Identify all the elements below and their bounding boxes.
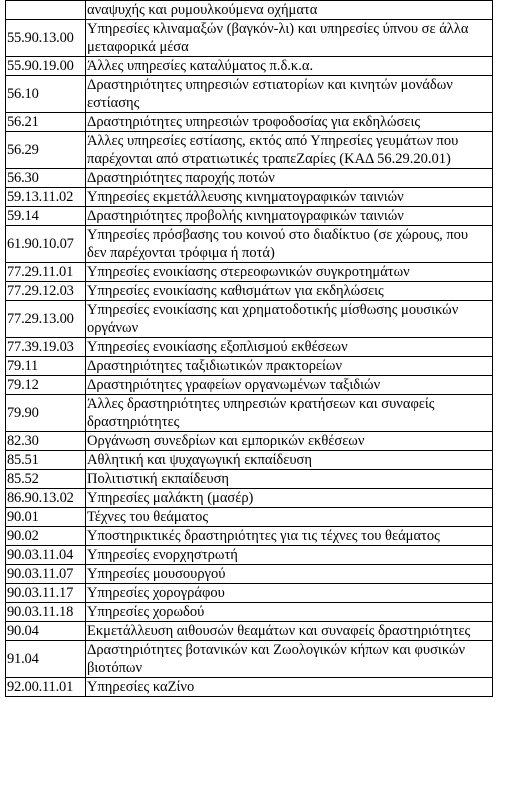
activity-code-cell: 56.29 [6,132,86,169]
table-row [6,113,493,132]
table-row [6,470,493,489]
activity-description-cell: Υπηρεσίες πρόσβασης του κοινού στο διαδίκτυο (σε χώρους, που δεν παρέχονται τρόφιμα ή ποτά) [86,226,493,263]
table-row [6,338,493,357]
activity-description-cell: Άλλες δραστηριότητες υπηρεσιών κρατήσεων και συναφείς δραστηριότητες [86,395,493,432]
activity-code-cell: 85.51 [6,451,86,470]
activity-description-cell: Υπηρεσίες χορογράφου [86,584,493,603]
activity-description-cell: Δραστηριότητες παροχής ποτών [86,169,493,188]
activity-description-cell: Υπηρεσίες κλιναμαξών (βαγκόν-λι) και υπηρεσίες ύπνου σε άλλα μεταφορικά μέσα [86,20,493,57]
activity-code-cell: 90.03.11.04 [6,546,86,565]
activity-description-cell: Πολιτιστική εκπαίδευση [86,470,493,489]
table-row [6,301,493,338]
table-row [6,584,493,603]
activity-description-cell: Υποστηρικτικές δραστηριότητες για τις τέχνες του θεάματος [86,527,493,546]
activity-code-cell: 79.12 [6,376,86,395]
table-row [6,508,493,527]
table-row [6,20,493,57]
activity-code-cell: 77.39.19.03 [6,338,86,357]
table-row [6,527,493,546]
activity-description-cell: Οργάνωση συνεδρίων και εμπορικών εκθέσεων [86,432,493,451]
activity-code-cell: 56.21 [6,113,86,132]
table-row [6,395,493,432]
table-row [6,1,493,20]
activity-code-cell: 77.29.13.00 [6,301,86,338]
activity-description-cell: Υπηρεσίες καΖίνο [86,678,493,697]
activity-description-cell: Υπηρεσίες ενοικίασης στερεοφωνικών συγκροτημάτων [86,263,493,282]
activity-code-cell: 59.14 [6,207,86,226]
table-row [6,622,493,641]
activity-code-cell: 79.11 [6,357,86,376]
activity-code-cell: 82.30 [6,432,86,451]
table-body [6,1,493,697]
activity-code-cell: 91.04 [6,641,86,678]
activity-description-cell: Δραστηριότητες ταξιδιωτικών πρακτορείων [86,357,493,376]
activity-description-cell: Υπηρεσίες ενοικίασης εξοπλισμού εκθέσεων [86,338,493,357]
table-row [6,376,493,395]
activity-description-cell: Δραστηριότητες γραφείων οργανωμένων ταξιδιών [86,376,493,395]
activity-description-cell: Αθλητική και ψυχαγωγική εκπαίδευση [86,451,493,470]
table-row [6,207,493,226]
table-row [6,546,493,565]
table-row [6,641,493,678]
activity-description-cell: Υπηρεσίες ενοικίασης καθισμάτων για εκδηλώσεις [86,282,493,301]
activity-code-cell: 56.30 [6,169,86,188]
activity-description-cell: Άλλες υπηρεσίες εστίασης, εκτός από Υπηρεσίες γευμάτων που παρέχονται από στρατιωτικές τραπεΖαρίες (ΚΑΔ 56.29.20.01) [86,132,493,169]
table-row [6,489,493,508]
activity-code-cell: 86.90.13.02 [6,489,86,508]
table-row [6,169,493,188]
table-row [6,263,493,282]
activity-code-cell [6,1,86,20]
activity-code-cell: 85.52 [6,470,86,489]
activity-code-cell: 77.29.12.03 [6,282,86,301]
activity-code-cell: 59.13.11.02 [6,188,86,207]
table-row [6,565,493,584]
activity-description-cell: αναψυχής και ρυμουλκούμενα οχήματα [86,1,493,20]
activity-description-cell: Δραστηριότητες προβολής κινηματογραφικών ταινιών [86,207,493,226]
activity-description-cell: Δραστηριότητες υπηρεσιών εστιατορίων και κινητών μονάδων εστίασης [86,76,493,113]
activity-description-cell: Υπηρεσίες μουσουργού [86,565,493,584]
activity-code-cell: 90.03.11.18 [6,603,86,622]
table-row [6,76,493,113]
activity-code-cell: 56.10 [6,76,86,113]
activity-code-table [5,0,493,697]
table-row [6,357,493,376]
activity-code-cell: 90.04 [6,622,86,641]
activity-code-cell: 90.03.11.07 [6,565,86,584]
table-row [6,282,493,301]
activity-code-cell: 55.90.13.00 [6,20,86,57]
activity-description-cell: Δραστηριότητες υπηρεσιών τροφοδοσίας για εκδηλώσεις [86,113,493,132]
activity-description-cell: Υπηρεσίες εκμετάλλευσης κινηματογραφικών ταινιών [86,188,493,207]
table-row [6,603,493,622]
activity-code-cell: 61.90.10.07 [6,226,86,263]
activity-code-cell: 90.03.11.17 [6,584,86,603]
activity-description-cell: Υπηρεσίες μαλάκτη (μασέρ) [86,489,493,508]
activity-description-cell: Δραστηριότητες βοτανικών και Ζωολογικών κήπων και φυσικών βιοτόπων [86,641,493,678]
activity-code-cell: 92.00.11.01 [6,678,86,697]
table-row [6,132,493,169]
activity-code-cell: 90.02 [6,527,86,546]
activity-description-cell: Υπηρεσίες χορωδού [86,603,493,622]
activity-description-cell: Τέχνες του θεάματος [86,508,493,527]
activity-code-cell: 90.01 [6,508,86,527]
activity-description-cell: Υπηρεσίες ενοικίασης και χρηματοδοτικής μίσθωσης μουσικών οργάνων [86,301,493,338]
table-row [6,226,493,263]
activity-description-cell: Υπηρεσίες ενορχηστρωτή [86,546,493,565]
table-row [6,432,493,451]
activity-description-cell: Άλλες υπηρεσίες καταλύματος π.δ.κ.α. [86,57,493,76]
table-row [6,57,493,76]
table-row [6,188,493,207]
activity-code-cell: 77.29.11.01 [6,263,86,282]
table-row [6,678,493,697]
activity-code-cell: 55.90.19.00 [6,57,86,76]
table-row [6,451,493,470]
activity-code-cell: 79.90 [6,395,86,432]
activity-description-cell: Εκμετάλλευση αιθουσών θεαμάτων και συναφείς δραστηριότητες [86,622,493,641]
